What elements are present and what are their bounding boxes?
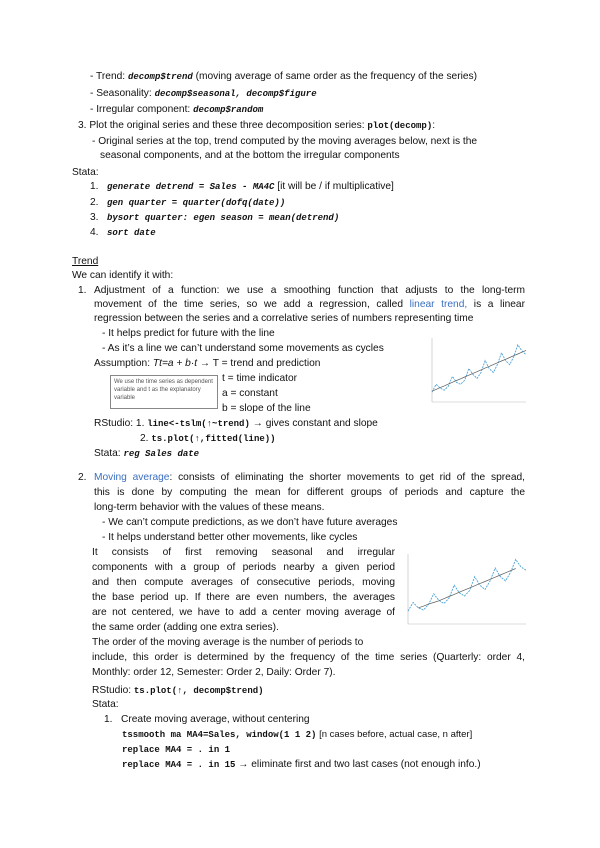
paragraph-line: components with a group of periods nearby a given period	[92, 562, 395, 573]
code-snippet: reg Sales date	[123, 449, 200, 459]
paragraph-line: The order of the moving average is the number of periods to	[92, 637, 364, 648]
list-note: (moving average of same order as the frequency of the series)	[192, 71, 478, 82]
rstudio-line	[92, 684, 264, 698]
step-text: Create moving average, without centering	[121, 714, 310, 725]
code-note: [it will be / if multiplicative]	[274, 181, 394, 192]
list-prefix: - Seasonality:	[90, 88, 155, 99]
code-snippet: decomp$seasonal, decomp$figure	[154, 89, 317, 99]
series-line-moving-average	[418, 569, 515, 608]
code-snippet: generate detrend = Sales - MA4C	[107, 182, 275, 192]
list-number: 3.	[90, 212, 99, 223]
code-snippet: decomp$random	[193, 105, 264, 115]
paragraph-line: Monthly: order 12, Semester: Order 2, Daily: Order 7).	[92, 667, 336, 678]
list-number: 1.	[90, 181, 99, 192]
paragraph-line	[94, 298, 525, 311]
paragraph-line: It consists of first removing seasonal and irregular	[92, 547, 395, 558]
paragraph-line: and then compute averages of consecutive periods, moving	[92, 577, 395, 588]
paragraph-line: include, this order is determined by the frequency of the time series (Quarterly: order 4,	[92, 652, 525, 663]
label: Assumption:	[94, 358, 153, 369]
list-number: 1.	[104, 714, 113, 725]
bullet-item: - It helps predict for future with the line	[102, 328, 275, 339]
paragraph-line	[94, 471, 525, 484]
rstudio-line-1	[94, 417, 378, 431]
step3-detail: - Original series at the top, trend computed by the moving averages below, next is the	[92, 136, 478, 147]
explanation-note-box: We use the time series as dependent variable and t as the explanatory variable	[110, 375, 218, 409]
code-snippet: sort date	[107, 228, 156, 238]
paragraph-line: are not centered, we have to add a center moving average of	[92, 607, 395, 618]
code-snippet: replace MA4 = . in 1	[122, 745, 231, 755]
list-number: 2.	[140, 433, 152, 444]
code-snippet: tssmooth ma MA4=Sales, window(1 1 2)	[122, 730, 317, 740]
series-line-linear-trend	[432, 350, 526, 391]
label: Stata:	[94, 448, 124, 459]
definition: a = constant	[222, 388, 278, 399]
paragraph-line: regression between the series and a correlative series of numbers representing time	[94, 313, 474, 324]
code-snippet: bysort quarter: egen season = mean(detrend)	[107, 213, 340, 223]
code-note: → gives constant and slope	[249, 418, 378, 429]
list-prefix: - Irregular component:	[90, 104, 194, 115]
code-snippet: plot(decomp)	[367, 121, 433, 131]
code-snippet: ts.plot(↑, decomp$trend)	[133, 686, 264, 696]
stata-step1	[104, 713, 310, 726]
code-snippet: decomp$trend	[127, 72, 193, 82]
definition: t = time indicator	[222, 373, 298, 384]
text-run: movement of the time series, so we add a regression, called	[94, 299, 410, 310]
moving-average-link[interactable]: Moving average	[94, 472, 170, 483]
bullet-item: - It helps understand better other movements, like cycles	[102, 532, 358, 543]
paragraph-line: the same order (adding one extra series).	[92, 622, 279, 633]
formula: Tt=a + b·t	[152, 358, 198, 369]
irregular-component-line	[90, 103, 263, 117]
code-note: → eliminate first and two last cases (not enough info.)	[235, 759, 481, 770]
bullet-item: - As it’s a line we can’t understand some movements as cycles	[102, 343, 384, 354]
paragraph-line: long-term behavior with the values of these means.	[94, 502, 325, 513]
code-note: [n cases before, actual case, n after]	[316, 729, 473, 740]
code-snippet: replace MA4 = . in 15	[122, 760, 236, 770]
paragraph-line: the base period up. If there are even numbers, the averages	[92, 592, 395, 603]
stata-line	[90, 226, 156, 240]
series-line-series	[408, 559, 526, 611]
text-run: is a linear	[467, 299, 525, 310]
stata-line	[90, 196, 285, 210]
moving-average-chart	[404, 546, 532, 634]
list-number: 2.	[90, 197, 99, 208]
text-run: : consists of eliminating the shorter movements to get rid of the spread,	[169, 472, 525, 483]
list-number: 4.	[90, 227, 99, 238]
bullet-item: - We can’t compute predictions, as we don’t have future averages	[102, 517, 398, 528]
code-snippet: gen quarter = quarter(dofq(date))	[107, 198, 286, 208]
code-line	[122, 743, 230, 757]
list-prefix: - Trend:	[90, 71, 128, 82]
assumption-line	[94, 357, 320, 370]
seasonality-component-line	[90, 87, 317, 101]
stata-label: Stata:	[72, 167, 99, 178]
punct: :	[432, 120, 436, 131]
paragraph-line: Adjustment of a function: we use a smoothing function that adjusts to the long-term	[94, 285, 525, 296]
code-snippet: line<-tslm(↑~trend)	[147, 419, 250, 429]
label: RStudio:	[92, 685, 134, 696]
list-number: 1.	[78, 285, 87, 296]
stata-reg-line	[94, 447, 199, 461]
section-heading: Trend	[72, 256, 99, 267]
step3-line	[78, 119, 435, 133]
code-line	[122, 758, 481, 772]
stata-line	[90, 211, 339, 225]
stata-line	[90, 180, 394, 194]
step-text: Plot the original series and these three decomposition series:	[89, 120, 368, 131]
text-run: → T = trend and prediction	[197, 358, 321, 369]
trend-component-line	[90, 70, 477, 84]
paragraph-line: this is done by computing the mean for different groups of periods and capture the	[94, 487, 525, 498]
label: RStudio: 1.	[94, 418, 148, 429]
chart-axis	[432, 338, 526, 402]
step3-detail: seasonal components, and at the bottom the irregular components	[100, 150, 400, 161]
stata-label: Stata:	[92, 699, 119, 710]
code-snippet: ts.plot(↑,fitted(line))	[151, 434, 276, 444]
intro-text: We can identify it with:	[72, 270, 174, 281]
list-number: 3.	[78, 120, 87, 131]
rstudio-line-2	[140, 432, 276, 446]
definition: b = slope of the line	[222, 403, 311, 414]
linear-trend-chart	[428, 330, 532, 412]
list-number: 2.	[78, 472, 87, 483]
code-line	[122, 728, 472, 742]
linear-trend-link[interactable]: linear trend,	[409, 299, 468, 310]
